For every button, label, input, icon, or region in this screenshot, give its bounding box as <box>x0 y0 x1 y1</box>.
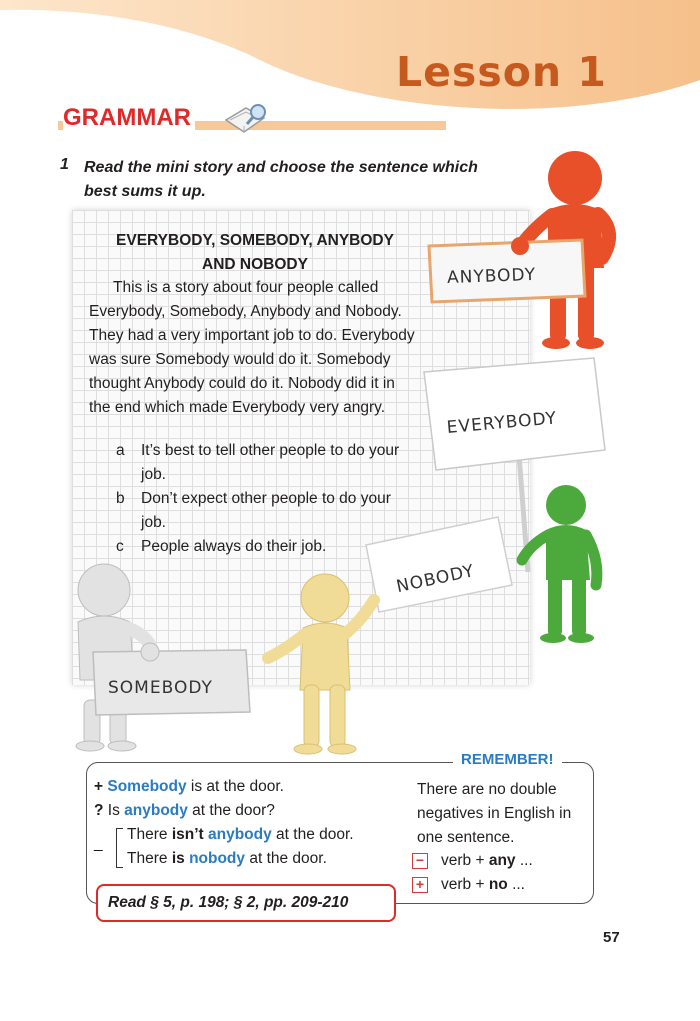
yellow-figure <box>268 574 374 754</box>
plus-box-icon: + <box>412 877 428 893</box>
story-body: This is a story about four people called Everybody, Somebody, Anybody and Nobody. They had a very important job to do. Everybody was sure Somebody would do it. Somebody thought Anybody could do it. Nobody did it in the end which made Everybody very angry. <box>89 279 415 416</box>
green-figure <box>522 485 597 643</box>
remember-label: REMEMBER! <box>453 751 562 768</box>
rule-line-question <box>94 799 275 823</box>
rule-line-negative-1 <box>127 823 354 847</box>
keyword: Somebody <box>107 778 187 795</box>
lesson-title: Lesson 1 <box>396 48 607 96</box>
rule-text: There <box>127 826 172 843</box>
option-letter: b <box>116 490 125 507</box>
everybody-sign-text: EVERYBODY <box>446 408 558 438</box>
option-text: Don’t expect other people to do your job. <box>141 490 391 531</box>
rule-bold: isn’t <box>171 826 204 843</box>
rule-line-negative-2 <box>127 847 327 871</box>
story-title-line2: AND NOBODY <box>202 256 308 273</box>
task-number: 1 <box>60 156 69 173</box>
somebody-sign <box>93 650 250 715</box>
rule-text: ... <box>515 852 533 869</box>
rule-text: Is <box>103 802 125 819</box>
keyword: anybody <box>208 826 272 843</box>
option-text: It’s best to tell other people to do your job. <box>141 442 400 483</box>
rule-text: verb + <box>441 876 489 893</box>
option-letter: a <box>116 442 125 459</box>
plus-sign: + <box>94 778 104 795</box>
page-number: 57 <box>603 929 620 946</box>
rule-plus <box>441 873 525 897</box>
rule-text: verb + <box>441 852 489 869</box>
reference-text[interactable]: Read § 5, p. 198; § 2, pp. 209-210 <box>108 894 349 911</box>
rule-bold: any <box>488 852 516 869</box>
negative-sign: _ <box>94 835 103 852</box>
rule-text: at the door. <box>245 850 327 867</box>
negative-bracket <box>116 828 123 868</box>
option-text: People always do their job. <box>141 538 327 555</box>
task-instruction: Read the mini story and choose the sentence which best sums it up. <box>84 159 478 200</box>
rule-line-positive <box>94 775 284 799</box>
rule-text: is at the door. <box>186 778 284 795</box>
minus-box-icon: − <box>412 853 428 869</box>
keyword: anybody <box>124 802 188 819</box>
somebody-sign-text: SOMEBODY <box>108 678 213 698</box>
rule-text: ... <box>507 876 525 893</box>
rule-bold: no <box>488 876 508 893</box>
rule-text: at the door. <box>271 826 354 843</box>
double-negative-note: There are no double negatives in English in one sentence. <box>417 781 572 846</box>
story-title-line1: EVERYBODY, SOMEBODY, ANYBODY <box>116 232 394 249</box>
keyword: nobody <box>189 850 246 867</box>
anybody-sign <box>429 240 585 302</box>
option-letter: c <box>116 538 124 555</box>
rule-minus <box>441 849 533 873</box>
question-sign: ? <box>94 802 104 819</box>
section-label: GRAMMAR <box>63 104 195 132</box>
rule-bold: is <box>171 850 185 867</box>
nobody-sign-text: NOBODY <box>394 561 477 598</box>
anybody-sign-text: ANYBODY <box>446 264 537 289</box>
rule-text: at the door? <box>187 802 275 819</box>
rule-text: There <box>127 850 172 867</box>
nobody-sign <box>366 517 512 612</box>
